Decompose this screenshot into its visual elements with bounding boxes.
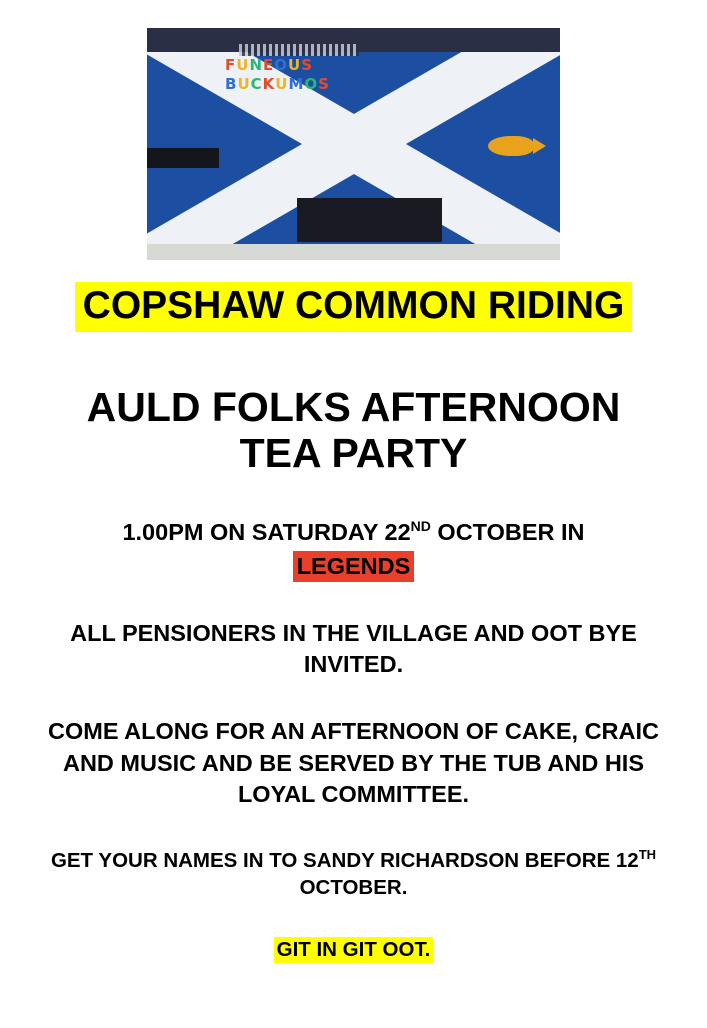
invite-paragraph: ALL PENSIONERS IN THE VILLAGE AND OOT BYE INVITED. — [70, 619, 637, 678]
deadline-suffix: OCTOBER. — [299, 876, 408, 900]
event-date-suffix: OCTOBER IN — [430, 518, 585, 545]
page-title — [0, 384, 707, 477]
event-time-date-prefix: 1.00PM ON SATURDAY 22 — [122, 518, 411, 545]
venue-name: LEGENDS — [293, 551, 415, 582]
deadline-paragraph — [0, 846, 707, 901]
photo-bottom-band — [147, 244, 560, 260]
banner-letter: O — [274, 56, 289, 74]
banner-letter: U — [236, 56, 250, 74]
deadline-ordinal-suffix: TH — [638, 847, 657, 863]
banner-letter: K — [262, 75, 276, 93]
banner-letter: O — [304, 75, 319, 93]
deadline-prefix: GET YOUR NAMES IN TO SANDY RICHARDSON BEFORE 12 — [50, 848, 639, 872]
banner-letter: N — [249, 56, 263, 74]
page-title-line-1: AULD FOLKS AFTERNOON — [86, 384, 621, 431]
event-headline: COPSHAW COMMON RIDING — [75, 282, 633, 332]
closing-slogan: GIT IN GIT OOT. — [274, 937, 434, 963]
closing-row — [0, 937, 707, 963]
page-title-line-2: TEA PARTY — [239, 430, 468, 477]
banner-letter: U — [237, 75, 251, 93]
details-paragraph: COME ALONG FOR AN AFTERNOON OF CAKE, CRAIC AND MUSIC AND BE SERVED BY THE TUB AND HIS LOYAL COMMITTEE. — [48, 718, 659, 807]
banner-letter-text — [225, 56, 455, 94]
banner-letter: U — [275, 75, 289, 93]
event-datetime-line — [0, 517, 707, 582]
banner-letter: S — [301, 56, 314, 74]
banner-letter: M — [288, 75, 305, 93]
banner-letter: U — [288, 56, 302, 74]
banner-letter: F — [225, 56, 237, 74]
headline-row — [0, 282, 707, 332]
saltire-flag-photo — [147, 28, 560, 260]
poster-page — [0, 28, 707, 1028]
banner-letter: S — [318, 75, 330, 93]
date-ordinal-suffix: ND — [410, 517, 431, 534]
banner-letter: C — [250, 75, 263, 93]
banner-letter: B — [225, 75, 238, 93]
photo-center-dark-patch — [297, 198, 442, 242]
banner-letter: E — [263, 56, 275, 74]
photo-scribble-detail — [239, 44, 359, 56]
fish-icon — [488, 136, 534, 156]
photo-left-dark-patch — [147, 148, 219, 168]
